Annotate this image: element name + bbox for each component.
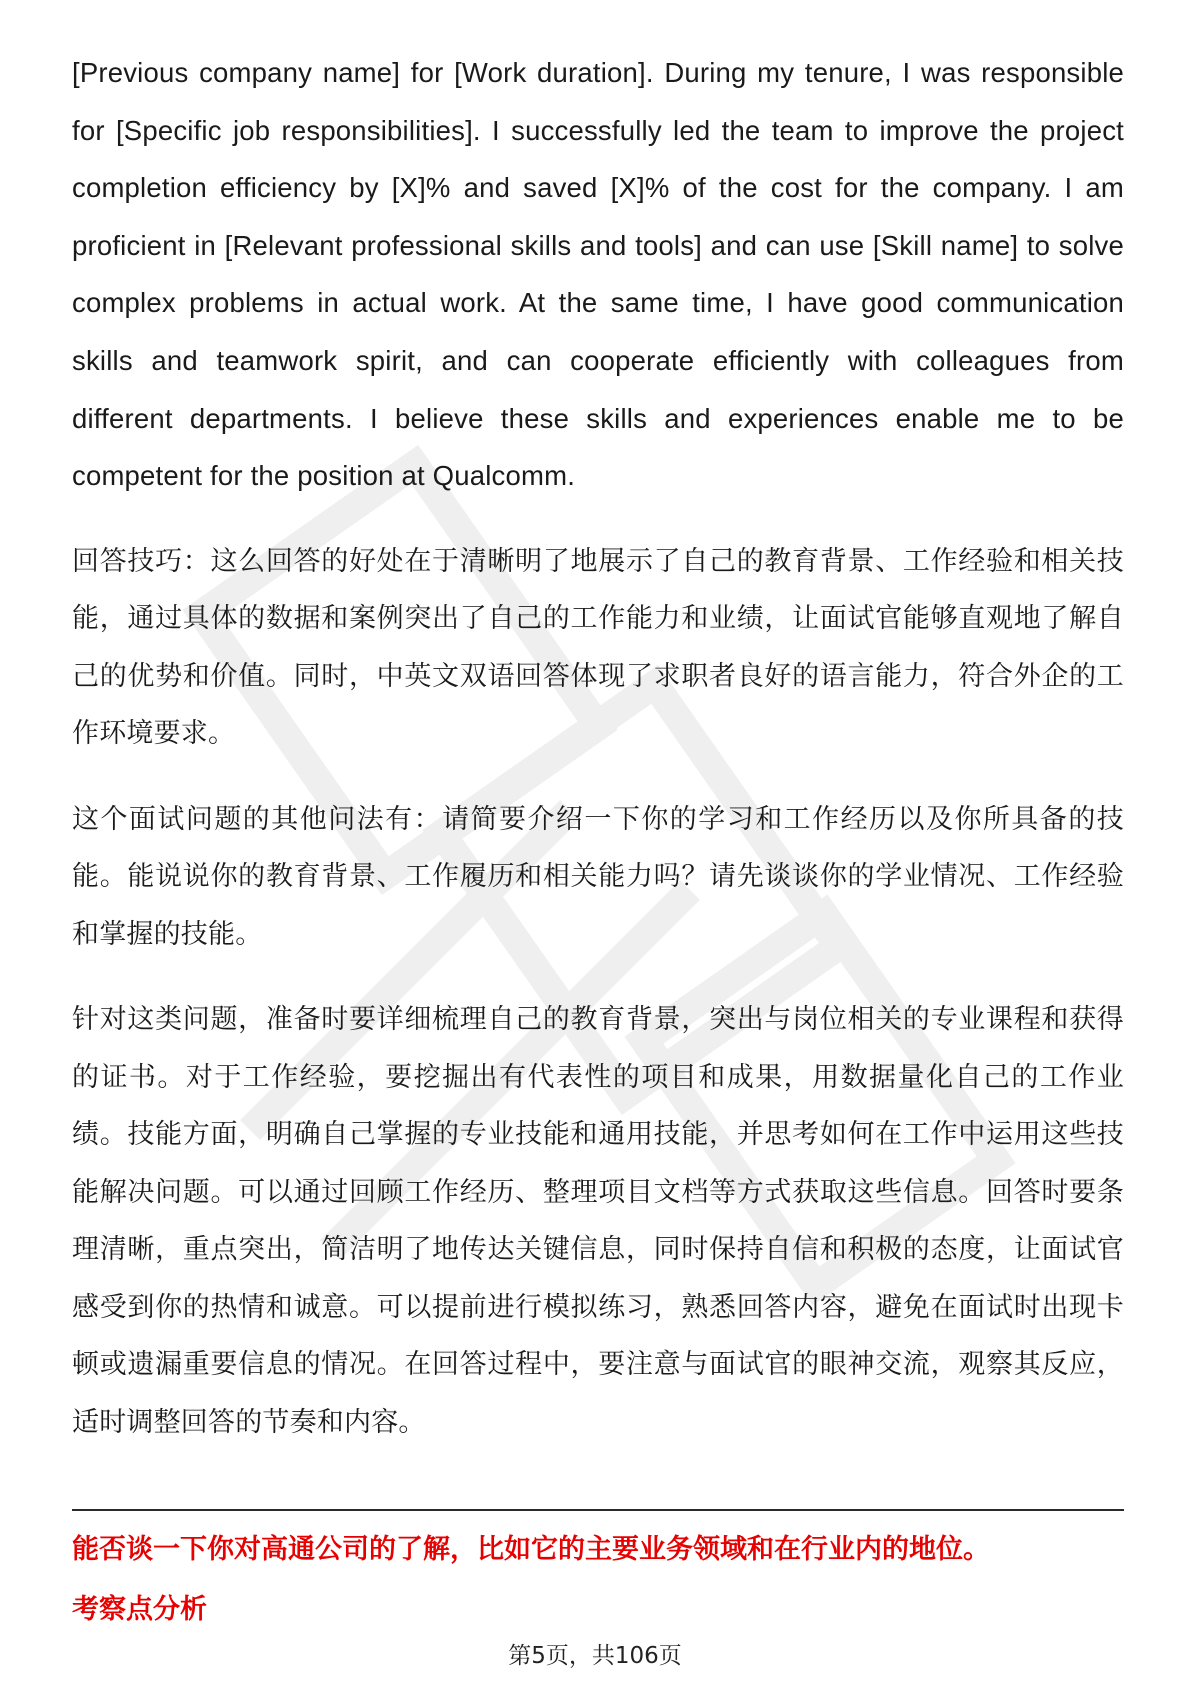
alternative-questions-paragraph: 这个面试问题的其他问法有：请简要介绍一下你的学习和工作经历以及你所具备的技能。能说说你的教育背景、工作履历和相关能力吗？请先谈谈你的学业情况、工作经验和掌握的技能。 xyxy=(72,803,1124,950)
preparation-advice-paragraph: 针对这类问题，准备时要详细梳理自己的教育背景，突出与岗位相关的专业课程和获得的证书。对于工作经验，要挖掘出有代表性的项目和成果，用数据量化自己的工作业绩。技能方面，明确自己掌握的专业技能和通用技能，并思考如何在工作中运用这些技能解决问题。可以通过回顾工作经历、整理项目文档等方式获取这些信息。回答时要条理清晰，重点突出，简洁明了地传达关键信息，同时保持自信和积极的态度，让面试官感受到你的热情和诚意。可以提前进行模拟练习，熟悉回答内容，避免在面试时出现卡顿或遗漏重要信息的情况。在回答过程中，要注意与面试官的眼神交流，观察其反应，适时调整回答的节奏和内容。 xyxy=(72,1004,1124,1438)
page-number-footer: 第5页，共106页 xyxy=(508,1643,682,1669)
answer-english-paragraph: [Previous company name] for [Work duration]. During my tenure, I was responsible for [Specific job responsibilities]. I successfully led the team to improve the project completion efficiency by [X]% and saved [X]% of the cost for the company. I am proficient in [Relevant professional skills and tools] and can use [Skill name] to solve complex problems in actual work. At the same time, I have good communication skills and teamwork spirit, and can cooperate efficiently with colleagues from different departments. I believe these skills and experiences enable me to be competent for the position at Qualcomm. xyxy=(72,57,1124,492)
document-body xyxy=(72,44,1124,1479)
analysis-section-heading: 考察点分析 xyxy=(72,1594,207,1625)
section-divider xyxy=(72,1509,1124,1511)
answer-tips-paragraph: 回答技巧：这么回答的好处在于清晰明了地展示了自己的教育背景、工作经验和相关技能，通过具体的数据和案例突出了自己的工作能力和业绩，让面试官能够直观地了解自己的优势和价值。同时，中英文双语回答体现了求职者良好的语言能力，符合外企的工作环境要求。 xyxy=(72,545,1124,750)
next-question-heading: 能否谈一下你对高通公司的了解，比如它的主要业务领域和在行业内的地位。 xyxy=(72,1534,990,1565)
